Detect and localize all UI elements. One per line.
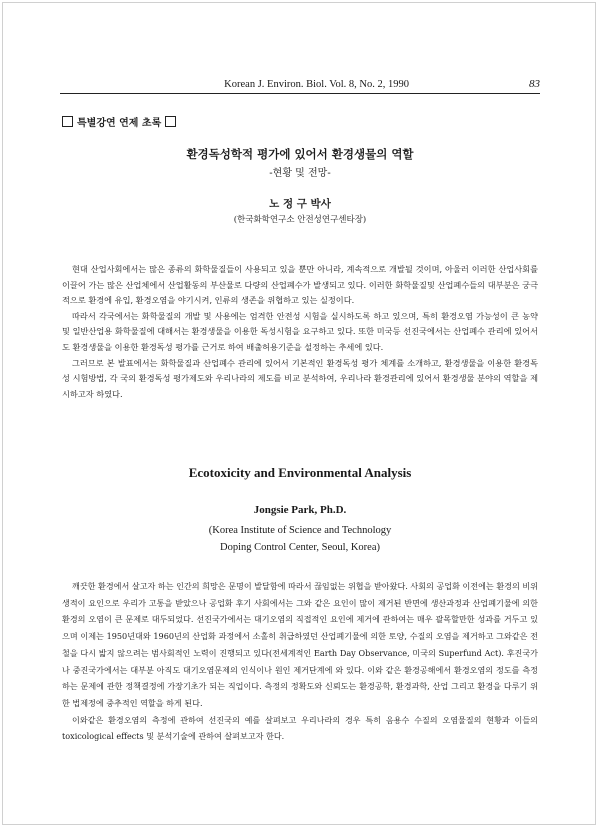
abstract-paragraph: 이와같은 환경오염의 측정에 관하여 선진국의 예를 살펴보고 우리나라의 경우 특히 음용수 수질의 오염물질의 현황과 이들의 toxicological effects 및 분석기술에 관하여 살펴보고자 한다. [62, 714, 538, 742]
checkbox-right-icon [165, 116, 176, 127]
korean-abstract [62, 262, 538, 402]
section-label-text: 특별강연 연제 초록 [77, 118, 162, 129]
korean-paragraph: 그러므로 본 발표에서는 화학물질과 산업폐수 관리에 있어서 기본적인 환경독성 평가 체계를 소개하고, 환경생물을 이용한 환경독성 시험방법, 각 국의 환경독성 평가제도와 우리나라의 제도를 비교 분석하여, 우리나라 환경관리에 있어서 환경생물 분야의 역할을 제시하고자 하였다. [62, 357, 538, 399]
second-abstract [62, 578, 538, 745]
section-label [62, 114, 176, 129]
korean-subtitle: -현황 및 전망- [269, 168, 331, 179]
korean-author: 노 정 구 박사 [269, 198, 331, 210]
header-rule [60, 93, 540, 94]
korean-affiliation: (한국화학연구소 안전성연구센타장) [233, 215, 367, 225]
english-affiliation [0, 522, 600, 556]
affiliation-line-1: (Korea Institute of Science and Technology [208, 525, 392, 536]
english-author: Jongsie Park, Ph.D. [253, 504, 347, 516]
abstract-paragraph: 깨끗한 환경에서 살고자 하는 인간의 희망은 문명이 발달함에 따라서 끊임없는 위협을 받아왔다. 사회의 공업화 이전에는 환경의 비위생적이 요인으로 우리가 고통을 받았으나 공업화 후기 사회에서는 그와 같은 요인이 많이 제거된 반면에 생산과정과 산업폐기물에 의한 환경의 오염이 큰 문제로 대두되었다. 선진국가에서는 대기오염의 직접적인 요인에 제거에 관하여는 매우 괄목할만한 성과를 거두고 있으며 이제는 1950년대와 1960년의 산업화 과정에서 소홀히 취급하였던 산업폐기물에 의한 토양, 수질의 오염을 제거하고 그와같은 전철을 다시 밟지 않으려는 범사회적인 노력이 진행되고 있다(전세계적인 Earth Day Observance, 미국의 Superfund Act). 후진국가나 중진국가에서는 대부분 아직도 대기오염문제의 인식이나 원인 제거단계에 와 있다. 이와 같은 환경공해에서 환경오염의 정도를 측정하는 문제에 관한 정책결정에 가장기초가 되는 직업이다. 측정의 정확도와 신뢰도는 환경공학, 환경과학, 산업 그리고 환경을 다루기 위한 법제정에 중추적인 역할을 하게 된다. [62, 581, 538, 708]
journal-citation: Korean J. Environ. Biol. Vol. 8, No. 2, 1990 [224, 79, 409, 90]
korean-title: 환경독성학적 평가에 있어서 환경생물의 역할 [186, 147, 414, 161]
english-title: Ecotoxicity and Environmental Analysis [188, 465, 412, 480]
page-number: 83 [529, 78, 540, 90]
korean-paragraph: 따라서 각국에서는 화학물질의 개발 및 사용에는 엄격한 안전성 시험을 실시하도록 하고 있으며, 특히 환경오염 가능성이 큰 농약 및 일반산업용 화학물질에 대해서는 환경생물을 이용한 독성시험을 요구하고 있다. 또한 미국등 선진국에서는 산업폐수 관리에 있어서도 환경생물을 이용한 환경독성 평가를 근거로 하여 배출허용기준을 설정하는 추세에 있다. [62, 310, 538, 352]
running-header [60, 78, 540, 90]
korean-paragraph: 현대 산업사회에서는 많은 종류의 화학물질들이 사용되고 있을 뿐만 아니라, 계속적으로 개발될 것이며, 아울러 이러한 산업사회를 이끌어 가는 많은 산업체에서 산업활동의 부산물로 다량의 산업폐수가 발생되고 있다. 이러한 화학물질및 산업폐수들의 대부분은 궁극적으로 환경에 유입, 환경오염을 야기시켜, 인류의 생존을 위협하고 있는 실정이다. [62, 264, 538, 306]
checkbox-left-icon [62, 116, 73, 127]
affiliation-line-2: Doping Control Center, Seoul, Korea) [220, 542, 380, 553]
